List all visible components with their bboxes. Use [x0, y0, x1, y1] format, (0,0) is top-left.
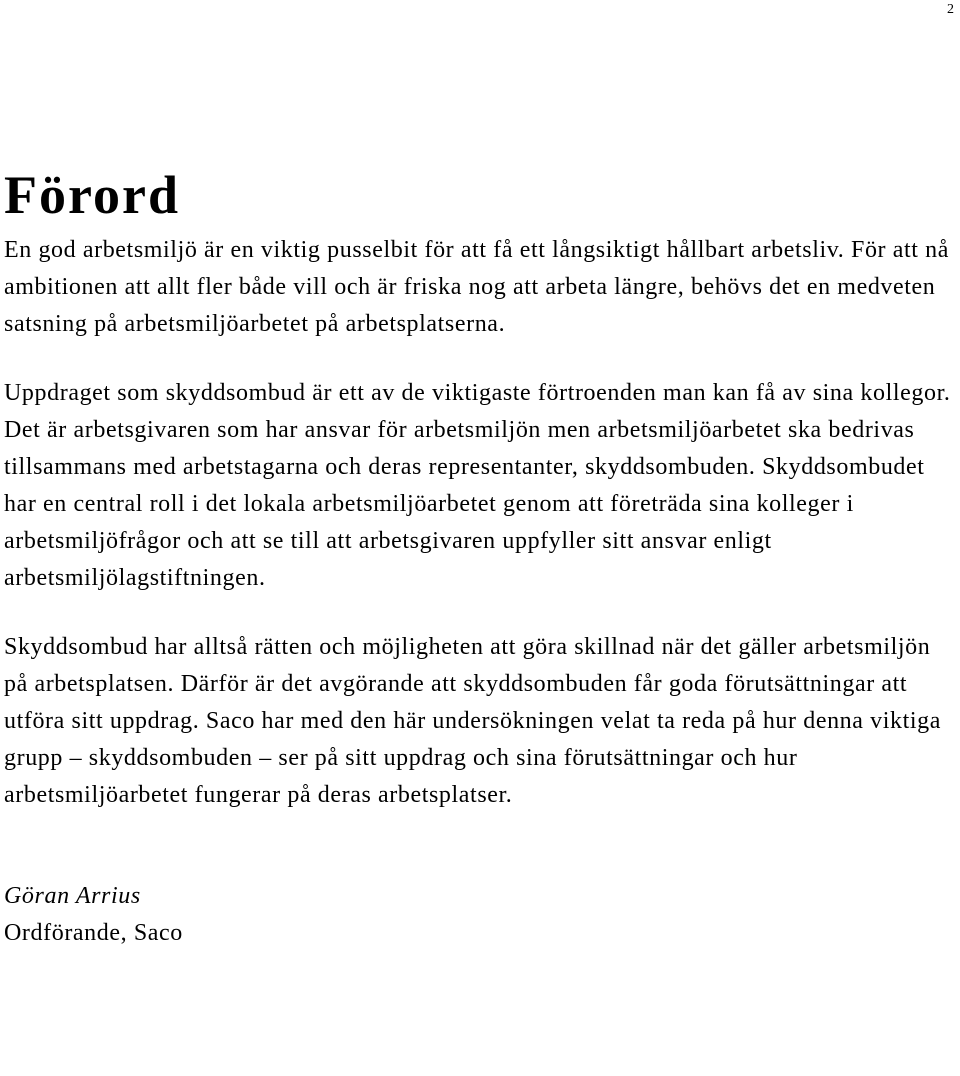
- page-number: 2: [947, 2, 954, 17]
- paragraph-safety-representative: Uppdraget som skyddsombud är ett av de viktigaste förtroenden man kan få av sina kollegor. Det är arbetsgivaren som har ansvar för arbetsmiljön men arbetsmiljöarbetet ska bedrivas tillsammans med arbetstagarna och deras representanter, skyddsombuden. Skyddsombudet har en central roll i det lokala arbetsmiljöarbetet genom att företräda sina kolleger i arbetsmiljöfrågor och att se till att arbetsgivaren uppfyller sitt ansvar enligt arbetsmiljölagstiftningen.: [4, 380, 951, 591]
- paragraph-intro: En god arbetsmiljö är en viktig pusselbit för att få ett långsiktigt hållbart arbetsliv. För att nå ambitionen att allt fler både vill och är friska nog att arbeta längre, behövs det en medveten satsning på arbetsmiljöarbetet på arbetsplatserna.: [4, 237, 949, 337]
- paragraph-survey: Skyddsombud har alltså rätten och möjligheten att göra skillnad när det gäller arbetsmiljön på arbetsplatsen. Därför är det avgörande att skyddsombuden får goda förutsättningar att utföra sitt uppdrag. Saco har med den här undersökningen velat ta reda på hur denna viktiga grupp – skyddsombuden – ser på sitt uppdrag och sina förutsättningar och hur arbetsmiljöarbetet fungerar på deras arbetsplatser.: [4, 634, 941, 808]
- signature-block: [4, 878, 956, 952]
- signature-name: Göran Arrius: [4, 883, 141, 909]
- foreword-section: [4, 160, 956, 952]
- page-title: Förord: [4, 165, 180, 225]
- signature-role: Ordförande, Saco: [4, 920, 183, 946]
